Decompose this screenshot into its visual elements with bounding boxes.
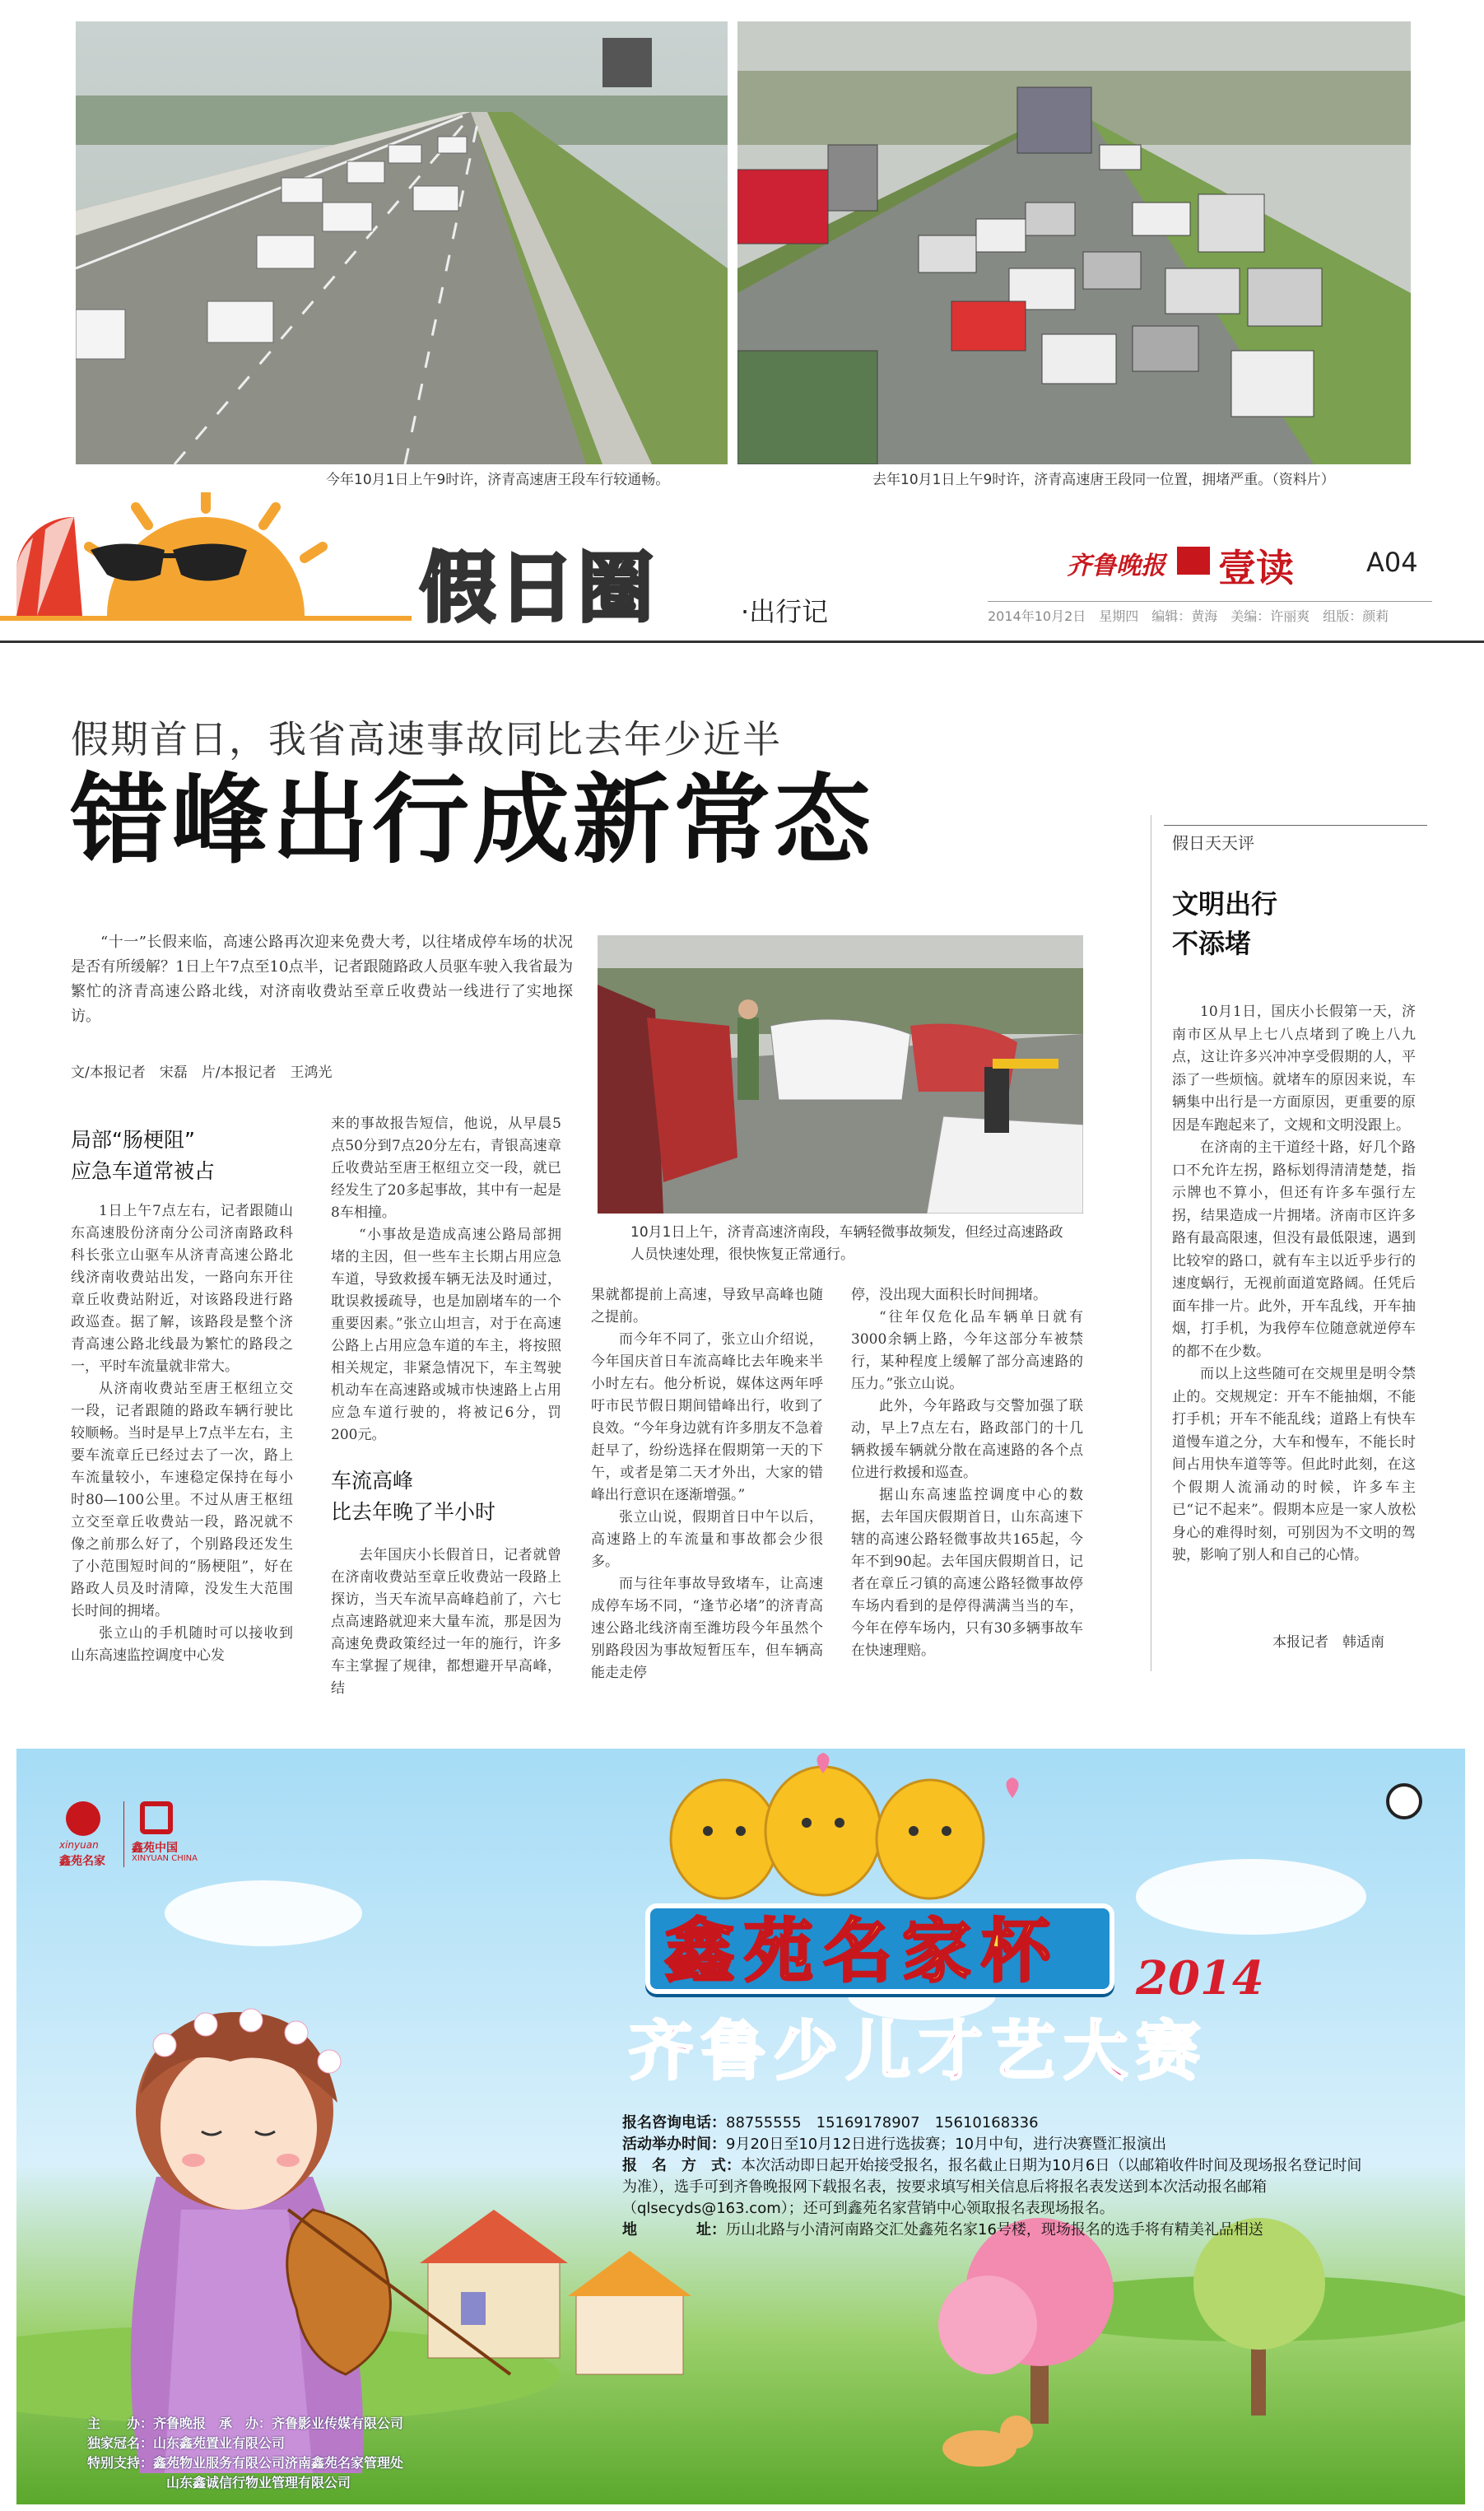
article-byline: 文/本报记者 宋磊 片/本报记者 王鸿光: [71, 1064, 333, 1081]
commentary-body: [1172, 1001, 1416, 1568]
paper-logo-mark: [1177, 547, 1210, 575]
commentary-title: [1172, 884, 1277, 963]
paragraph: “小事故是造成高速公路局部拥堵的主因，但一些车主长期占用应急车道，导致救援车辆无法及时通过，耽误救援疏导，也是加剧堵车的一个重要因素。”张立山坦言，对于在高速公路上占用应急车道的车主，将按照相关规定，非紧急情况下，车主驾驶机动车在高速路或城市快速路上占用应急车道行驶的，将被记6分，罚200元。: [331, 1227, 561, 1443]
section-subtitle: ·出行记: [741, 596, 829, 627]
paragraph: 此外，今年路政与交警加强了联动，早上7点左右，路政部门的十几辆救援车辆就分散在高速路的各个点位进行救援和巡查。: [851, 1398, 1083, 1481]
ad-organizer-support-2: 山东鑫诚信行物业管理有限公司: [166, 2475, 351, 2490]
photo-caption-left: 今年10月1日上午9时许，济青高速唐王段车行较通畅。: [326, 472, 670, 488]
paragraph: 而以上这些随可在交规里是明令禁止的。交规规定：开车不能抽烟，不能打手机；开车不能乱线；道路上有快车道慢车道之分，大车和慢车，不能长时间占用快车道等等。但此时此刻，在这个假期人流涌动的时候，许多车主已“记不起来”。假期本应是一家人放松身心的难得时刻，可别因为不文明的驾驶，影响了别人和自己的心情。: [1172, 1366, 1416, 1563]
paragraph: 在济南的主干道经十路，好几个路口不允许左拐，路标划得清清楚楚，指示牌也不算小，但还有许多车强行左拐，结果造成一片拥堵。济南市区许多路有最高限速，但没有最低限速，遇到比较窄的路口，就有车主以近乎步行的速度蜗行，无视前面道宽路阔。任凭后面车排一片。此外，开车乱线，开车抽烟，打手机，为我停车位随意就逆停车的都不在少数。: [1172, 1139, 1416, 1360]
article-col-1: [71, 1200, 293, 1667]
ad-organizer-title: 独家冠名：山东鑫苑置业有限公司: [87, 2435, 286, 2451]
page-number: A04: [1366, 547, 1418, 578]
article-col-3: [591, 1284, 823, 1684]
article-col-2: [331, 1113, 561, 1447]
ad-brand2: 鑫苑中国: [132, 1842, 178, 1855]
paragraph: 张立山说，假期首日中午以后，高速路上的车流量和事故都会少很多。: [591, 1509, 823, 1570]
article-headline: 错峰出行成新常态: [71, 763, 875, 877]
paragraph: 停，没出现大面积长时间拥堵。: [851, 1287, 1047, 1303]
ad-title-year: 2014: [1136, 1951, 1264, 2006]
article-col-4: [851, 1284, 1083, 1662]
paragraph: 10月1日，国庆小长假第一天，济南市区从早上七八点堵到了晚上八九点，这让许多兴冲冲享受假期的人，平添了一些烦恼。就堵车的原因来说，车辆集中出行是一方面原因，更重要的原因是车跑起来了，文规和文明没跟上。: [1172, 1004, 1416, 1134]
ad-info-phone: 报名咨询电话：88755555 15169178907 15610168336: [622, 2114, 1039, 2131]
subhead-2: [331, 1465, 561, 1528]
edition-meta: 2014年10月2日 星期四 编辑：黄海 美编：许丽爽 组版：颜莉: [988, 608, 1389, 624]
subhead-1-line2: 应急车道常被占: [71, 1159, 216, 1183]
paragraph: 而与往年事故导致堵车，让高速成停车场不同，“逢节必堵”的济青高速公路北线济南至潍坊段今年虽然个别路段因为事故短暂压车，但车辆高能走走停: [591, 1576, 823, 1681]
ad-panel: [16, 1749, 1465, 2504]
photo-traffic-last-year: [737, 21, 1411, 464]
umbrella-sun-icon: [0, 492, 412, 641]
ad-organizer-host: 主 办：齐鲁晚报 承 办：齐鲁影业传媒有限公司: [87, 2415, 404, 2431]
article-lead: “十一”长假来临，高速公路再次迎来免费大考，以往堵成停车场的状况是否有所缓解？1日上午7点至10点半，记者跟随路政人员驱车驶入我省最为繁忙的济青高速公路北线，对济南收费站至章丘收费站一线进行了实地探访。: [71, 934, 573, 1025]
logo-divider: [123, 1801, 124, 1867]
paragraph: 来的事故报告短信，他说，从早晨5点50分到7点20分左右，青银高速章丘收费站至唐王枢纽立交一段，就已经发生了20多起事故，其中有一起是8车相撞。: [331, 1116, 561, 1221]
paragraph: 从济南收费站至唐王枢纽立交一段，记者跟随的路政车辆行驶比较顺畅。当时是早上7点半左右，主要车流章丘已经过去了一次，路上车流量较小，车速稳定保持在每小时80—100公里。不过从唐王枢纽立交至章丘收费站一段，路况就不像之前那么好了，个别路段还发生了小范围短时间的“肠梗阻”，好在路政人员及时清障，没发生大范围长时间的拥堵。: [71, 1381, 293, 1619]
paragraph: 1日上午7点左右，记者跟随山东高速股份济南分公司济南路政科科长张立山驱车从济青高速公路北线济南收费站出发，一路向东开往章丘收费站附近，对该路段进行路政巡查。据了解，该路段是整个济青高速公路北线最为繁忙的路段之一，平时车流量就非常大。: [71, 1203, 293, 1375]
ad-brand1-pinyin: xinyuan: [59, 1839, 99, 1851]
paragraph: “往年仅危化品车辆单日就有3000余辆上路，今年这部分车被禁行，某种程度上缓解了部分高速路的压力。”张立山说。: [851, 1309, 1083, 1392]
paragraph: 去年国庆小长假首日，记者就曾在济南收费站至章丘收费站一段路上探访，当天车流早高峰趋前了，六七点高速路就迎来大量车流，那是因为高速免费政策经过一年的施行，许多车主掌握了规律，都想避开早高峰，结: [331, 1547, 561, 1697]
photo-accident: [598, 935, 1083, 1214]
paper-name-logo: 齐鲁晚报: [1067, 552, 1165, 580]
banner-bottom-rule: [0, 641, 1484, 643]
ad-organizers: [87, 2414, 403, 2493]
ad-info-time: 活动举办时间：9月20日至10月12日进行选拔赛；10月中旬，进行决赛暨汇报演出: [622, 2136, 1167, 2153]
ad-title-sub: 齐鲁少儿才艺大赛: [629, 2015, 1209, 2089]
commentary-top-rule: [1164, 825, 1427, 826]
paragraph: 据山东高速监控调度中心的数据，去年国庆假期首日，山东高速下辖的高速公路轻微事故共165起，今年不到90起。去年国庆假期首日，记者在章丘刁镇的高速公路轻微事故停车场内看到的是停得满满当当的车，今年在停车场内，只有30多辆事故车在快速理赔。: [851, 1487, 1083, 1659]
ad-info-block: [622, 2113, 1363, 2241]
qilu-seal-icon: [1386, 1783, 1422, 1819]
accident-photo-caption: 10月1日上午，济青高速济南段，车辆轻微事故频发，但经过高速路政人员快速处理，很快恢复正常通行。: [630, 1224, 1063, 1263]
article-kicker: 假期首日，我省高速事故同比去年少近半: [71, 717, 782, 762]
commentary-column-name: 假日天天评: [1172, 833, 1254, 853]
section-banner: [0, 492, 1484, 641]
paragraph: 张立山的手机随时可以接收到山东高速监控调度中心发: [71, 1625, 293, 1664]
ad-info-method: 报 名 方 式：本次活动即日起开始接受报名，报名截止日期为10月6日（以邮箱收件时间及现场报名登记时间为准），选手可到齐鲁晚报网下载报名表，按要求填写相关信息后将报名表发送到本次活动报名邮箱（qlsecyds@163.com）；还可到鑫苑名家营销中心领取报名表现场报名。: [622, 2157, 1362, 2217]
subhead-2-line2: 比去年晚了半小时: [331, 1500, 496, 1524]
article-col-2b: [331, 1544, 561, 1700]
photo-traffic-this-year: [76, 21, 728, 464]
subhead-1: [71, 1125, 318, 1187]
edition-name: 壹读: [1218, 546, 1294, 590]
commentary-byline: 本报记者 韩适南: [1272, 1634, 1384, 1651]
banner-rule: [988, 601, 1432, 602]
photo-caption-right: 去年10月1日上午9时许，济青高速唐王段同一位置，拥堵严重。（资料片）: [872, 472, 1335, 488]
commentary-title-line1: 文明出行: [1172, 888, 1278, 920]
xinyuan-logo-icon: [66, 1801, 100, 1836]
subhead-2-line1: 车流高峰: [331, 1469, 414, 1493]
ad-title-main: 鑫苑名家杯: [665, 1910, 1061, 1992]
xinyuan-china-logo-icon: [140, 1801, 173, 1834]
ad-organizer-support: 特别支持：鑫苑物业服务有限公司济南鑫苑名家管理处: [87, 2455, 404, 2471]
ad-brand1: 鑫苑名家: [59, 1855, 105, 1868]
paragraph: 果就都提前上高速，导致早高峰也随之提前。: [591, 1287, 823, 1325]
section-title: 假日圈: [420, 544, 658, 632]
paragraph: 而今年不同了，张立山介绍说，今年国庆首日车流高峰比去年晚来半小时左右。他分析说，媒体这两年呼吁市民节假日期间错峰出行，收到了良效。“今年身边就有许多朋友不急着赶早了，纷纷选择在假期第一天的下午，或者是第二天才外出，大家的错峰出行意识在逐渐增强。”: [591, 1331, 823, 1503]
commentary-title-line2: 不添堵: [1172, 928, 1252, 959]
ad-brand2-en: XINYUAN CHINA: [132, 1854, 198, 1863]
ad-info-address: 地 址：历山北路与小清河南路交汇处鑫苑名家16号楼，现场报名的选手将有精美礼品相送: [622, 2221, 1263, 2238]
subhead-1-line1: 局部“肠梗阻”: [71, 1128, 195, 1152]
